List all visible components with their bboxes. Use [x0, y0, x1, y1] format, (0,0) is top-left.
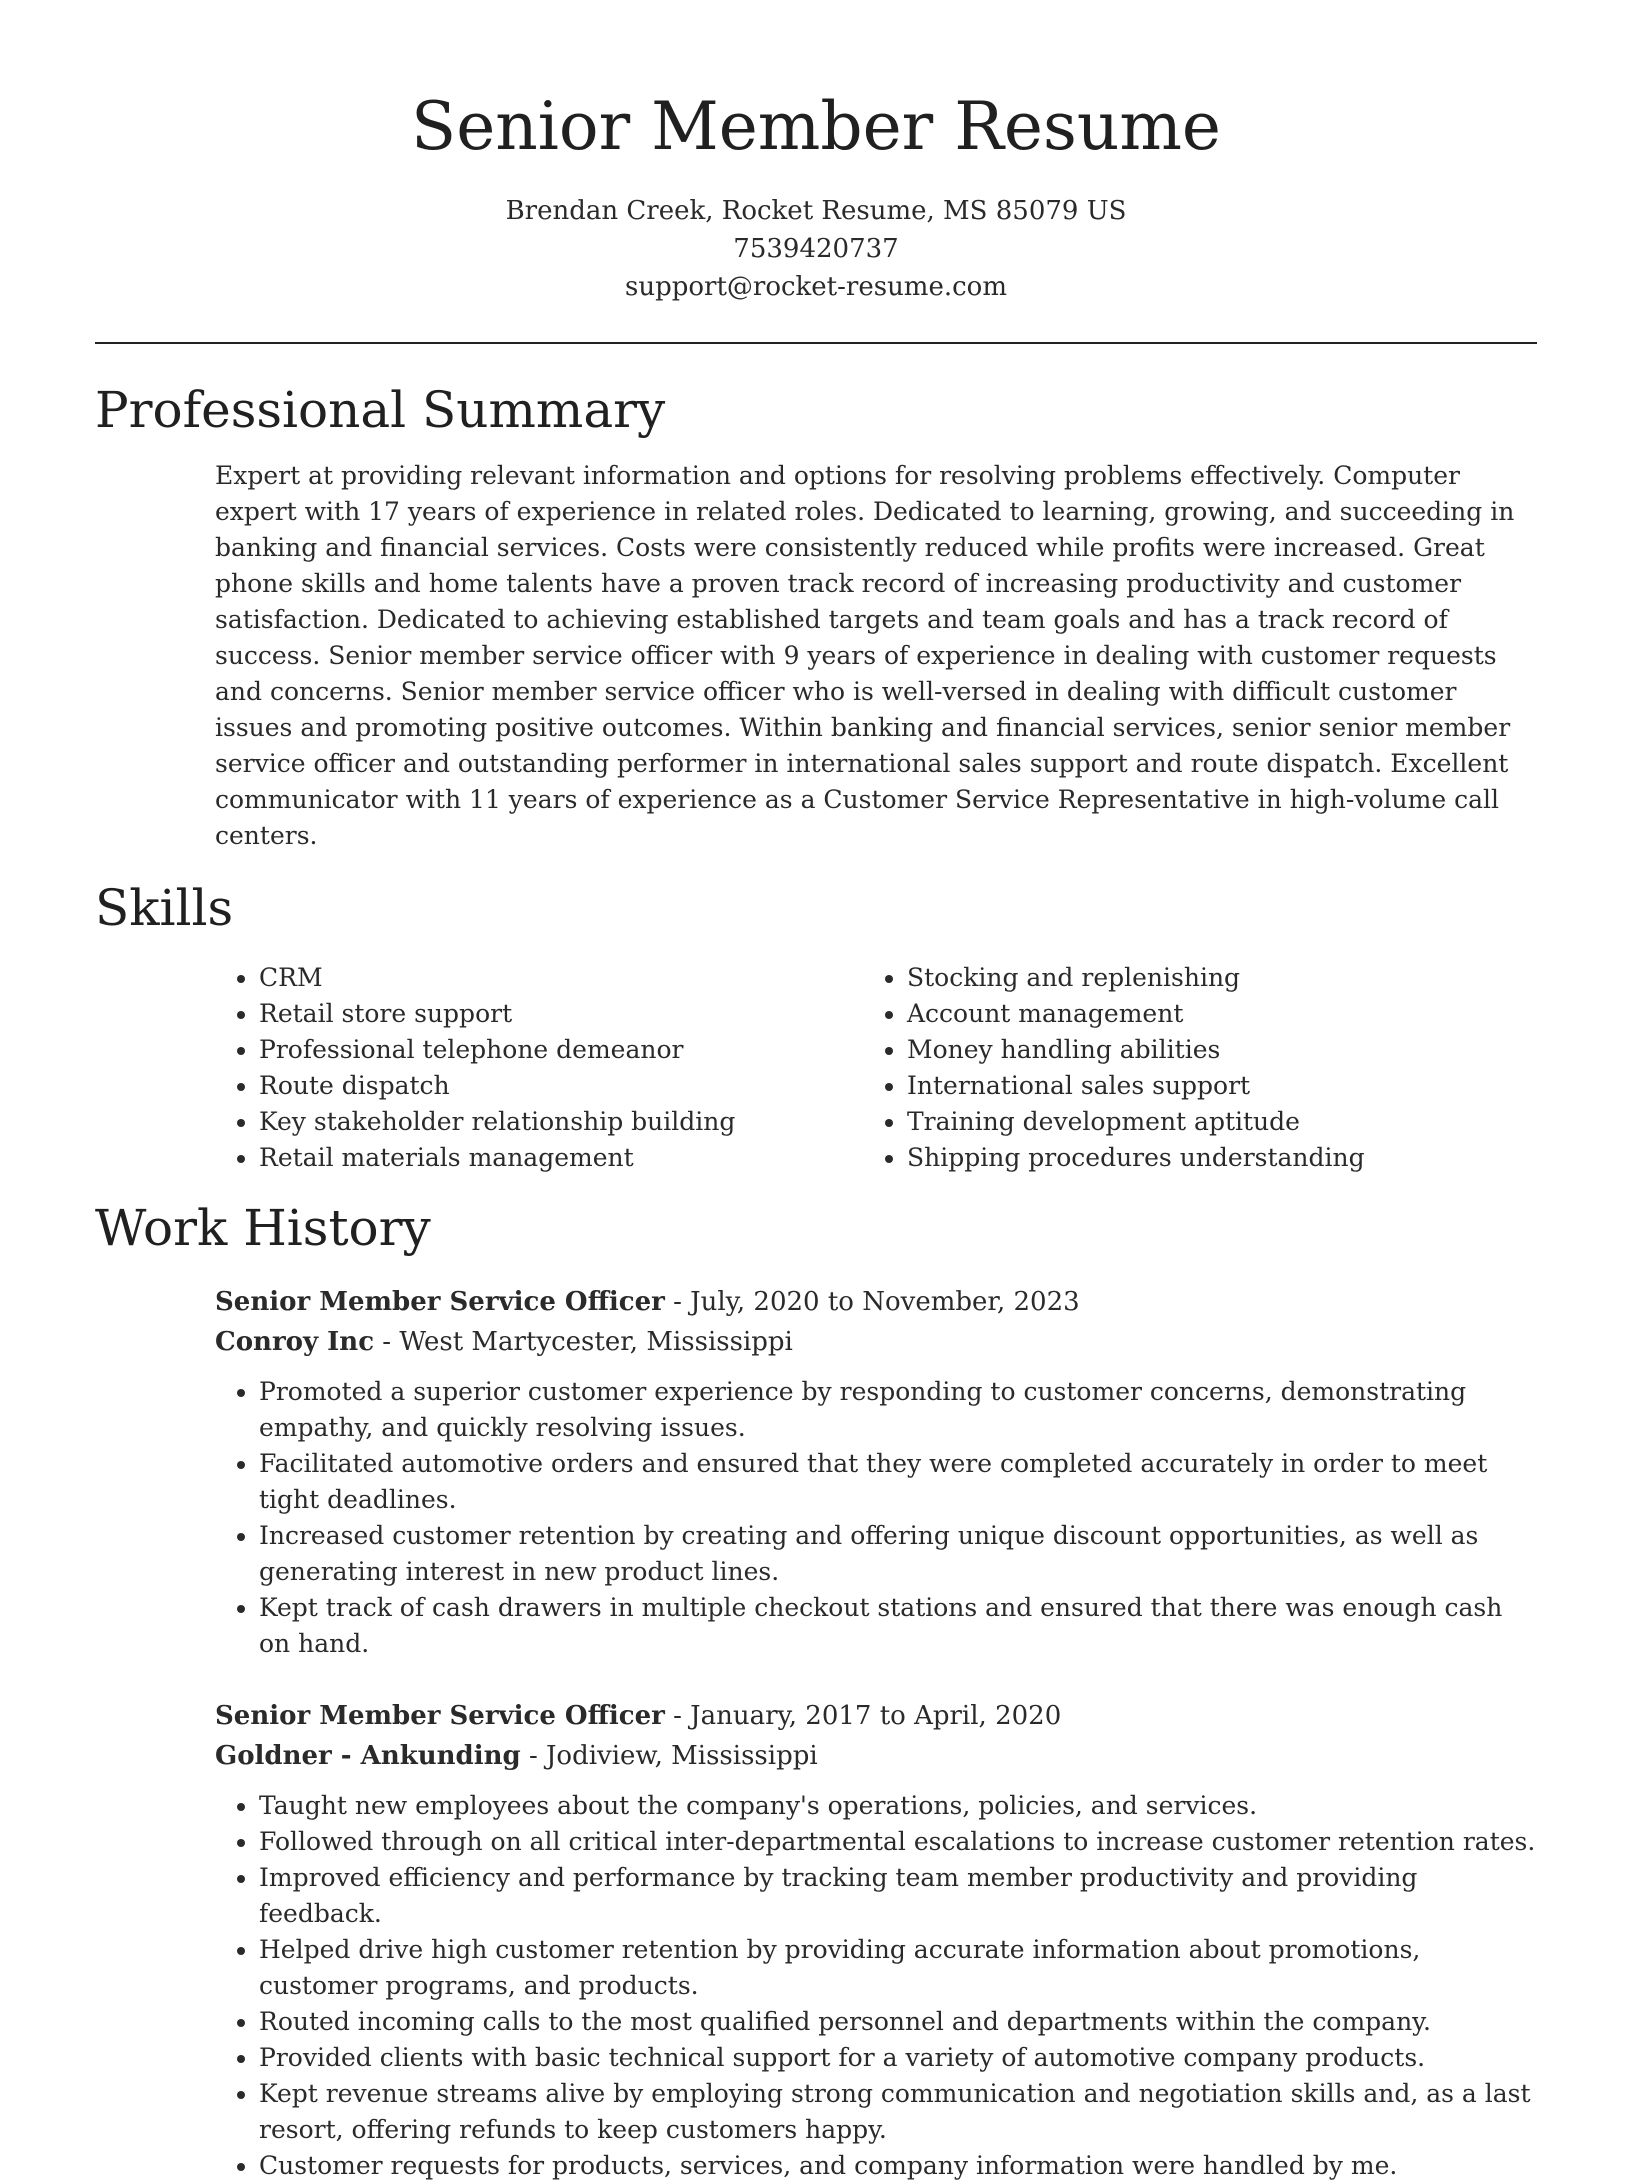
summary-heading: Professional Summary [95, 381, 666, 439]
job-company: Conroy Inc [215, 1327, 375, 1357]
job-bullet: • Improved efficiency and performance by tracking team member productivity and providing feedback. [259, 1860, 1537, 1932]
summary-section [95, 380, 1537, 854]
job-role: Senior Member Service Officer [215, 1701, 665, 1731]
skill-item: • Retail store support [259, 996, 863, 1032]
job-role: Senior Member Service Officer [215, 1287, 665, 1317]
contact-phone: 7539420737 [733, 234, 899, 264]
skills-section [95, 878, 1537, 1176]
job-company-line [215, 1322, 1537, 1362]
job-location: - Jodiview, Mississippi [520, 1741, 818, 1771]
work-history-section [95, 1198, 1537, 2184]
job-dates: - July, 2020 to November, 2023 [664, 1287, 1080, 1317]
skill-item: • Route dispatch [259, 1068, 863, 1104]
job-bullet: • Helped drive high customer retention by providing accurate information about promotions, customer programs, and products. [259, 1932, 1537, 2004]
job-bullet: • Increased customer retention by creating and offering unique discount opportunities, as well as generating interest in new product lines. [259, 1518, 1537, 1590]
job-bullet: • Kept track of cash drawers in multiple checkout stations and ensured that there was enough cash on hand. [259, 1590, 1537, 1662]
job-company-line [215, 1736, 1537, 1776]
summary-text: Expert at providing relevant information and options for resolving problems effectively. Computer expert with 17 years of experience in related roles. Dedicated to learning, growing, and succeeding in banking and financial services. Costs were consistently reduced while profits were increased. Great phone skills and home talents have a proven track record of increasing productivity and customer satisfaction. Dedicated to achieving established targets and team goals and has a track record of success. Senior member service officer with 9 years of experience in dealing with customer requests and concerns. Senior member service officer who is well-versed in dealing with difficult customer issues and promoting positive outcomes. Within banking and financial services, senior senior member service officer and outstanding performer in international sales support and route dispatch. Excellent communicator with 11 years of experience as a Customer Service Representative in high-volume call centers. [215, 461, 1515, 850]
skill-item: • Key stakeholder relationship building [259, 1104, 863, 1140]
job-dates: - January, 2017 to April, 2020 [664, 1701, 1062, 1731]
skill-item: • Shipping procedures understanding [907, 1140, 1511, 1176]
contact-email: support@rocket-resume.com [624, 272, 1007, 302]
job-bullets [215, 1788, 1537, 2184]
skills-column-right [863, 960, 1511, 1176]
skills-grid [215, 960, 1537, 1176]
job-company: Goldner - Ankunding [215, 1741, 521, 1771]
work-history-heading: Work History [95, 1199, 431, 1257]
job-bullet: • Routed incoming calls to the most qualified personnel and departments within the company. [259, 2004, 1537, 2040]
job-bullet: • Kept revenue streams alive by employing strong communication and negotiation skills and, as a last resort, offering refunds to keep customers happy. [259, 2076, 1537, 2148]
contact-block [95, 192, 1537, 306]
skills-heading: Skills [95, 879, 234, 937]
skill-item: • Account management [907, 996, 1511, 1032]
job-bullet: • Followed through on all critical inter-departmental escalations to increase customer retention rates. [259, 1824, 1537, 1860]
job-title-line [215, 1282, 1537, 1322]
resume-header [95, 0, 1537, 306]
job-location: - West Martycester, Mississippi [374, 1327, 793, 1357]
job-bullet: • Provided clients with basic technical support for a variety of automotive company products. [259, 2040, 1537, 2076]
resume-title: Senior Member Resume [411, 88, 1221, 165]
skill-item: • Stocking and replenishing [907, 960, 1511, 996]
job-bullets [215, 1374, 1537, 1662]
job-entry [215, 1282, 1537, 1662]
skill-item: • International sales support [907, 1068, 1511, 1104]
job-bullet: • Taught new employees about the company's operations, policies, and services. [259, 1788, 1537, 1824]
skill-item: • Professional telephone demeanor [259, 1032, 863, 1068]
skills-column-left [215, 960, 863, 1176]
job-bullet: • Promoted a superior customer experience by responding to customer concerns, demonstrating empathy, and quickly resolving issues. [259, 1374, 1537, 1446]
skill-item: • CRM [259, 960, 863, 996]
header-divider [95, 342, 1537, 344]
job-title-line [215, 1696, 1537, 1736]
skill-item: • Training development aptitude [907, 1104, 1511, 1140]
job-bullet: • Customer requests for products, services, and company information were handled by me. [259, 2148, 1537, 2184]
job-entry [215, 1696, 1537, 2184]
skill-item: • Retail materials management [259, 1140, 863, 1176]
job-bullet: • Facilitated automotive orders and ensured that they were completed accurately in order to meet tight deadlines. [259, 1446, 1537, 1518]
contact-address: Brendan Creek, Rocket Resume, MS 85079 US [505, 196, 1127, 226]
skill-item: • Money handling abilities [907, 1032, 1511, 1068]
